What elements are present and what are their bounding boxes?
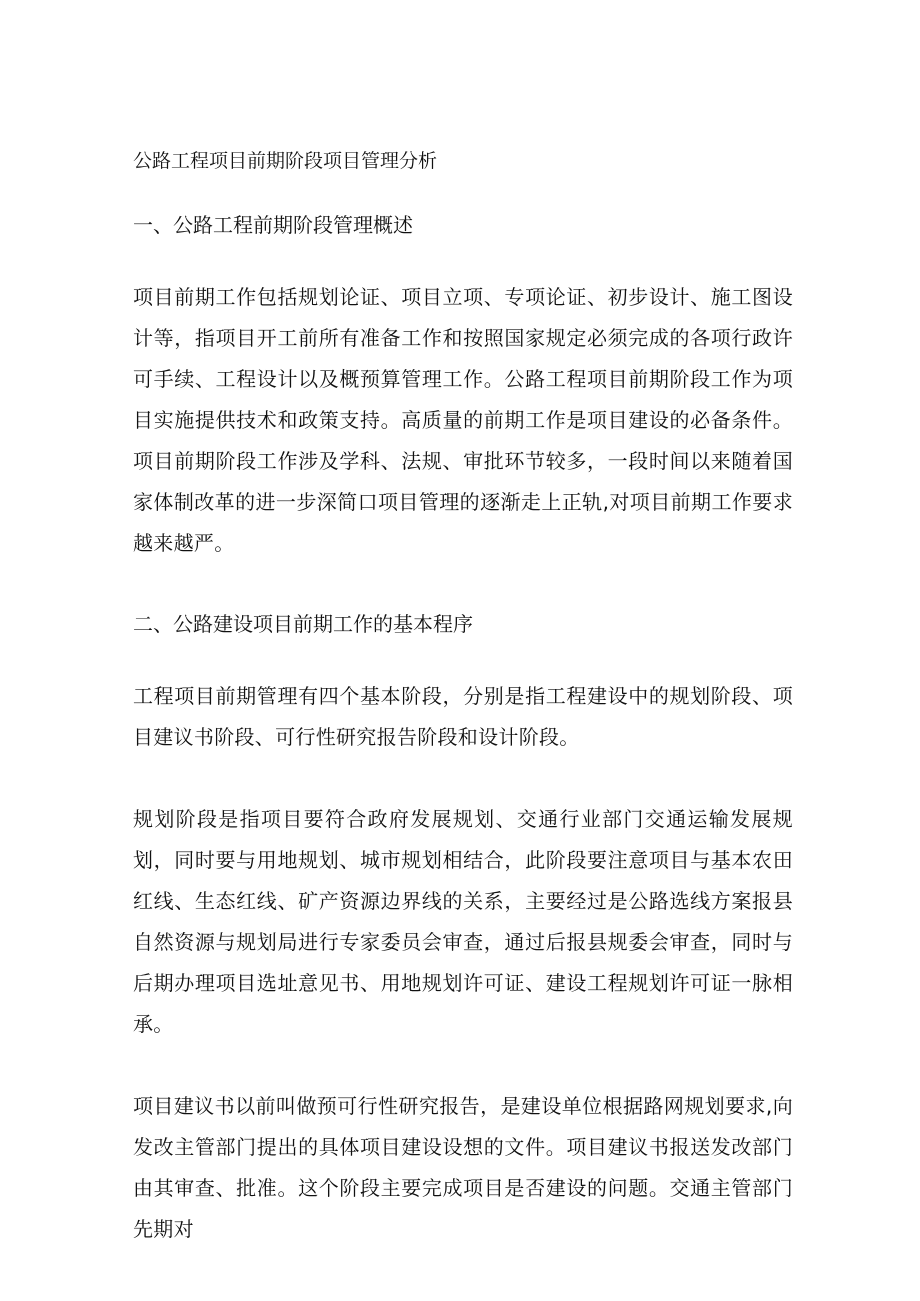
section-2-paragraph-1: 工程项目前期管理有四个基本阶段，分别是指工程建设中的规划阶段、项目建议书阶段、可行性研究报告阶段和设计阶段。 [133,684,793,749]
section-heading-2: 二、公路建设项目前期工作的基本程序 [133,612,473,636]
document-body [133,142,793,1291]
document-title: 公路工程项目前期阶段项目管理分析 [133,150,438,172]
section-2-paragraph-2: 规划阶段是指项目要符合政府发展规划、交通行业部门交通运输发展规划，同时要与用地规划、城市规划相结合，此阶段要注意项目与基本农田红线、生态红线、矿产资源边界线的关系，主要经过是公路选线方案报县自然资源与规划局进行专家委员会审查，通过后报县规委会审查，同时与后期办理项目选址意见书、用地规划许可证、建设工程规划许可证一脉相承。 [133,807,793,1036]
section-1-paragraph: 项目前期工作包括规划论证、项目立项、专项论证、初步设计、施工图设计等，指项目开工前所有准备工作和按照国家规定必须完成的各项行政许可手续、工程设计以及概预算管理工作。公路工程项目前期阶段工作为项目实施提供技术和政策支持。高质量的前期工作是项目建设的必备条件。项目前期阶段工作涉及学科、法规、审批环节较多，一段时间以来随着国家体制改革的进一步深简口项目管理的逐渐走上正轨,对项目前期工作要求越来越严。 [133,285,793,555]
section-2-paragraph-3: 项目建议书以前叫做预可行性研究报告，是建设单位根据路网规划要求,向发改主管部门提出的具体项目建设设想的文件。项目建议书报送发改部门由其审查、批准。这个阶段主要完成项目是否建设的问题。交通主管部门先期对 [133,1094,793,1241]
section-heading-1: 一、公路工程前期阶段管理概述 [133,213,413,237]
